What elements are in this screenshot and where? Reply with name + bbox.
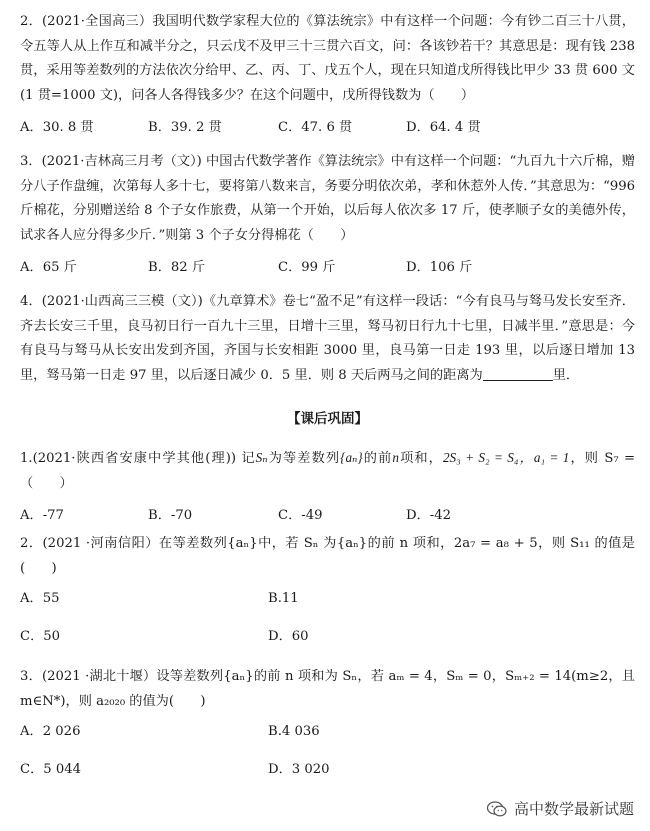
section-title: 【课后巩固】 <box>287 411 368 427</box>
option-d: D．60 <box>268 629 309 644</box>
option-a: A．2 026 <box>20 724 81 739</box>
homework-3-options-row2 <box>20 760 635 780</box>
question-4-tail: 里． <box>552 367 580 383</box>
option-c: C．-49 <box>278 508 323 523</box>
option-d: D．64. 4 贯 <box>406 120 481 135</box>
option-a: A．30. 8 贯 <box>20 120 94 135</box>
question-4-body: 4．(2021·山西高三三模（文）)《九章算术》卷七“盈不足”有这样一段话：“今有良马与驽马发长安至齐．齐去长安三千里，良马初日行一百九十三里，日增十三里，驽马初日行九十七里，日减半里．”意思是：今有良马与驽马从长安出发到齐国，齐国与长安相距 3000 里，良马第一日走 193 里，以后逐日增加 13 里，驽马第一日走 97 里，以后逐日减少 0．5 里．则 8 天后两马之间的距离为 <box>20 294 635 383</box>
option-b: B.11 <box>268 591 299 606</box>
option-c: C．5 044 <box>20 762 82 777</box>
homework-1-options <box>20 506 635 526</box>
question-4-text <box>20 290 635 388</box>
option-d: D．-42 <box>406 508 451 523</box>
question-3-options <box>20 258 635 278</box>
question-2-text: 2．(2021·全国高三）我国明代数学家程大位的《算法统宗》中有这样一个问题：今有钞二百三十八贯，令五等人从上作互和减半分之，只云戊不及甲三十三贯六百文，问：各该钞若干？其意思是：现有钱 238 贯，采用等差数列的方法依次分给甲、乙、丙、丁、戊五个人，现在只知道戊所得钱比甲少 33 贯 600 文(1 贯=1000 文)，问各人各得钱多少？在这个问题中，戊所得钱数为（ ） <box>20 14 635 103</box>
option-a: A．55 <box>20 591 60 606</box>
wechat-icon <box>486 800 508 818</box>
homework-2-options-row2 <box>20 627 635 647</box>
homework-3-options-row1 <box>20 722 635 742</box>
option-b: B．39. 2 贯 <box>148 120 222 135</box>
option-a: A．65 斤 <box>20 260 77 275</box>
option-b: B．82 斤 <box>148 260 206 275</box>
option-c: C．50 <box>20 629 61 644</box>
answer-blank <box>483 366 553 381</box>
homework-2-text: 2．(2021 ·河南信阳）在等差数列{aₙ}中，若 Sₙ 为{aₙ}的前 n 项和，2a₇ = a₈ + 5，则 S₁₁ 的值是( ) <box>20 536 635 576</box>
question-2-options <box>20 118 635 138</box>
wechat-watermark <box>486 798 634 819</box>
homework-3-text: 3．(2021 ·湖北十堰）设等差数列{aₙ}的前 n 项和为 Sₙ，若 aₘ = 4，Sₘ = 0，Sₘ₊₂ = 14(m≥2，且 m∈N*)，则 a₂₀₂₀ 的值为( ) <box>20 669 635 709</box>
homework-2-options-row1 <box>20 589 635 609</box>
option-b: B．-70 <box>148 508 193 523</box>
option-d: D．3 020 <box>268 762 330 777</box>
option-c: C．99 斤 <box>278 260 336 275</box>
option-b: B.4 036 <box>268 724 320 739</box>
question-3-text: 3．(2021·吉林高三月考（文）) 中国古代数学著作《算法统宗》中有这样一个问题：“九百九十六斤棉，赠分八子作盘缠，次第每人多十七，要将第八数来言，务要分明依次弟，孝和休惹外人传．”其意思为：“996 斤棉花，分别赠送给 8 个子女作旅费，从第一个开始，以后每人依次多 17 斤，使孝顺子女的美德外传，试求各人应分得多少斤．”则第 3 个子女分得棉花（ ） <box>20 154 635 243</box>
option-a: A．-77 <box>20 508 64 523</box>
option-c: C．47. 6 贯 <box>278 120 353 135</box>
homework-1-text: 1.(2021·陕西省安康中学其他(理)) 记Sₙ为等差数列{aₙ}的前n项和，2S₃ + S₂ = S₄，a₁ = 1，则 S₇ =（ ） <box>20 450 636 491</box>
option-d: D．106 斤 <box>406 260 473 275</box>
formula: 2S₃ + S₂ = S₄，a₁ = 1 <box>442 450 570 465</box>
watermark-text: 高中数学最新试题 <box>513 800 634 818</box>
worksheet <box>20 10 635 780</box>
